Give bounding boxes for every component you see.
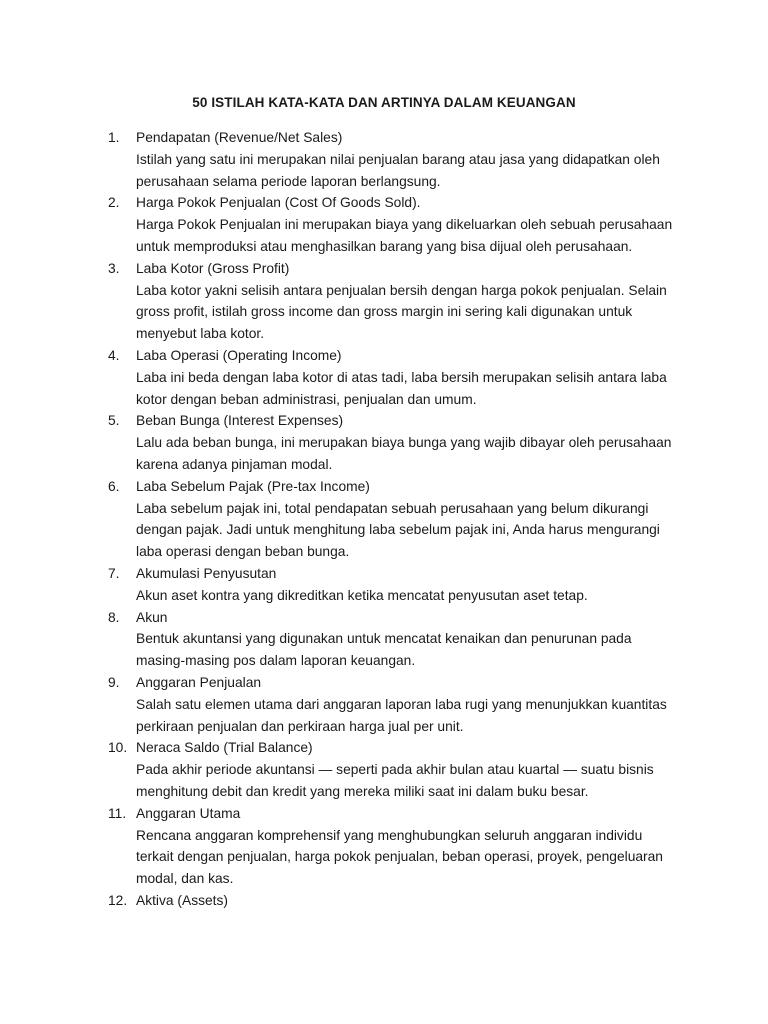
- term-description: Akun aset kontra yang dikreditkan ketika mencatat penyusutan aset tetap.: [136, 587, 588, 603]
- item-number: 5.: [108, 413, 120, 429]
- term-list: [0, 127, 768, 912]
- list-item: [0, 737, 768, 802]
- list-item: [0, 803, 768, 890]
- term-name: Laba Sebelum Pajak (Pre-tax Income): [136, 478, 370, 494]
- term-description: Lalu ada beban bunga, ini merupakan biaya bunga yang wajib dibayar oleh perusahaan karena adanya pinjaman modal.: [136, 435, 672, 472]
- item-number: 2.: [108, 195, 120, 211]
- term-description: Laba ini beda dengan laba kotor di atas tadi, laba bersih merupakan selisih antara laba kotor dengan beban administrasi, penjualan dan umum.: [136, 369, 667, 407]
- item-number: 6.: [108, 478, 120, 494]
- item-number: 11.: [108, 805, 127, 821]
- item-number: 1.: [108, 130, 120, 145]
- term-description: Salah satu elemen utama dari anggaran laporan laba rugi yang menunjukkan kuantitas perkiraan penjualan dan perkiraan harga jual per unit.: [136, 696, 667, 734]
- list-item: [0, 563, 768, 607]
- term-name: Harga Pokok Penjualan (Cost Of Goods Sold).: [136, 195, 421, 211]
- term-description: Istilah yang satu ini merupakan nilai penjualan barang atau jasa yang didapatkan oleh perusahaan selama periode laporan berlangsung.: [136, 151, 660, 189]
- list-item: [0, 607, 768, 672]
- term-name: Akumulasi Penyusutan: [136, 565, 277, 581]
- term-name: Laba Kotor (Gross Profit): [136, 260, 290, 276]
- term-name: Aktiva (Assets): [136, 892, 228, 908]
- item-number: 4.: [108, 347, 120, 363]
- document-title: 50 ISTILAH KATA-KATA DAN ARTINYA DALAM KEUANGAN: [192, 95, 576, 110]
- item-number: 9.: [108, 674, 120, 690]
- term-name: Neraca Saldo (Trial Balance): [136, 740, 313, 756]
- term-description: Rencana anggaran komprehensif yang menghubungkan seluruh anggaran individu terkait dengan penjualan, harga pokok penjualan, beban operasi, proyek, pengeluaran modal, dan kas.: [136, 827, 663, 887]
- item-number: 12.: [108, 892, 128, 908]
- list-item: [0, 258, 768, 345]
- list-item: [0, 672, 768, 737]
- term-name: Anggaran Penjualan: [136, 674, 262, 690]
- list-item: [0, 127, 768, 192]
- term-description: Bentuk akuntansi yang digunakan untuk mencatat kenaikan dan penurunan pada masing-masing pos dalam laporan keuangan.: [136, 631, 632, 669]
- item-number: 3.: [108, 260, 120, 276]
- term-name: Akun: [136, 609, 168, 625]
- term-name: Pendapatan (Revenue/Net Sales): [136, 130, 343, 145]
- term-name: Anggaran Utama: [136, 805, 241, 821]
- list-item: [0, 476, 768, 563]
- item-number: 10.: [108, 740, 128, 756]
- term-description: Laba sebelum pajak ini, total pendapatan sebuah perusahaan yang belum dikurangi dengan pajak. Jadi untuk menghitung laba sebelum pajak ini, Anda harus mengurangi laba operasi dengan beban bunga.: [136, 500, 660, 560]
- item-number: 8.: [108, 609, 120, 625]
- term-description: Harga Pokok Penjualan ini merupakan biaya yang dikeluarkan oleh sebuah perusahaan untuk memproduksi atau menghasilkan barang yang bisa dijual oleh perusahaan.: [136, 217, 673, 254]
- term-name: Beban Bunga (Interest Expenses): [136, 413, 344, 429]
- term-description: Laba kotor yakni selisih antara penjualan bersih dengan harga pokok penjualan. Selain gross profit, istilah gross income dan gross margin ini sering kali digunakan untuk menyebut laba kotor.: [136, 282, 667, 342]
- term-description: Pada akhir periode akuntansi — seperti pada akhir bulan atau kuartal — suatu bisnis menghitung debit dan kredit yang mereka miliki saat ini dalam buku besar.: [136, 762, 654, 799]
- term-name: Laba Operasi (Operating Income): [136, 347, 342, 363]
- list-item: [0, 890, 768, 912]
- list-item: [0, 345, 768, 410]
- item-number: 7.: [108, 565, 120, 581]
- list-item: [0, 192, 768, 257]
- list-item: [0, 410, 768, 475]
